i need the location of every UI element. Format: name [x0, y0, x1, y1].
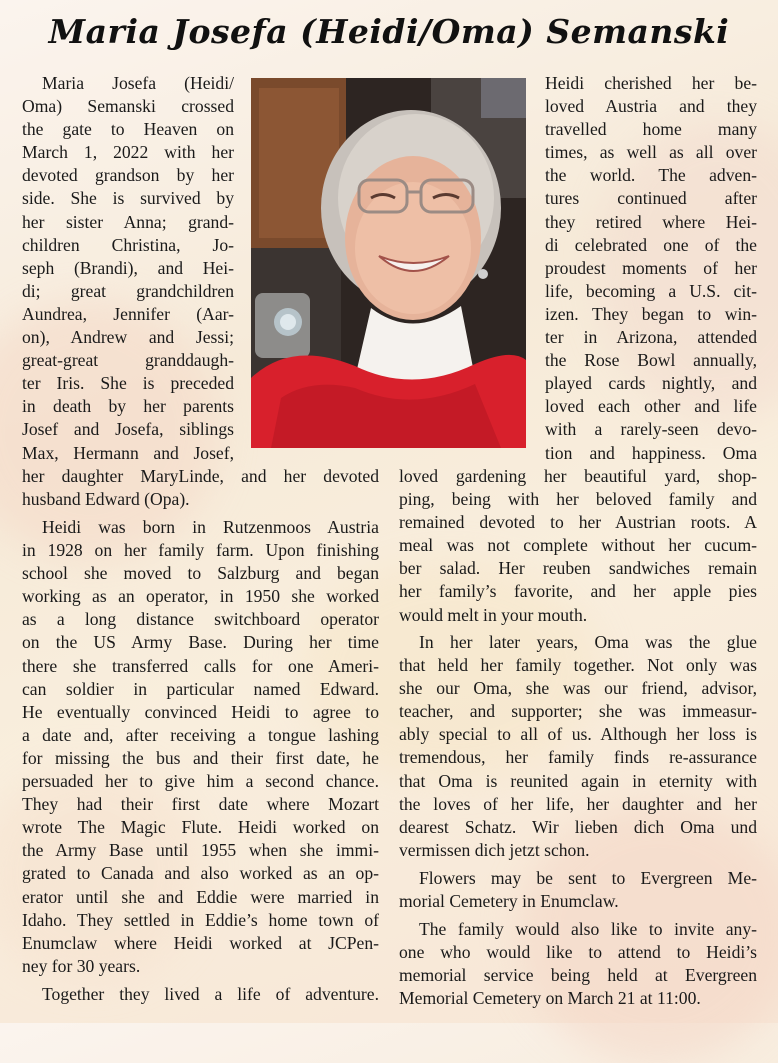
text-line: loved each other and life [545, 396, 757, 417]
right-paragraph-4 [399, 918, 757, 1010]
text-line: dearest Schatz. Wir lieben dich Oma und [399, 816, 757, 837]
text-line: Oma) Semanski crossed [22, 96, 234, 117]
text-line: memorial service being held at Evergreen [399, 965, 757, 986]
left-paragraph-3 [22, 983, 379, 1006]
left-column-bottom-text [22, 465, 379, 511]
text-line: travelled home many [545, 119, 757, 140]
text-line: they retired where Hei- [545, 211, 757, 232]
text-line: grated to Canada and also worked as an op- [22, 863, 379, 884]
text-line: the gate to Heaven on [22, 119, 234, 140]
right-column-top-text [545, 72, 757, 465]
text-line: times, as well as all over [545, 142, 757, 163]
text-line: can soldier in particular named Edward. [22, 678, 379, 699]
text-line: Flowers may be sent to Evergreen Me- [419, 868, 757, 888]
text-line: husband Edward (Opa). [22, 489, 190, 510]
text-line: working as an operator, in 1950 she worked [22, 586, 379, 607]
left-column-top-text [22, 72, 234, 465]
text-line: vermissen dich jetzt schon. [399, 839, 590, 860]
text-line: in death by her parents [22, 396, 234, 417]
text-line: children Christina, Jo- [22, 234, 234, 255]
text-line: persuaded her to give him a second chance. [22, 771, 379, 792]
text-line: the Rose Bowl annually, [545, 350, 757, 371]
text-line: played cards nightly, and [545, 373, 757, 394]
text-line: there she transferred calls for one Ameri- [22, 655, 379, 676]
text-line: di celebrated one of the [545, 234, 757, 255]
text-line: Max, Hermann and Josef, [22, 442, 234, 463]
text-line: seph (Brandi), and Hei- [22, 257, 234, 278]
text-line: ably special to all of us. Although her loss is [399, 724, 757, 745]
text-line: tremendous, her family finds re-assurance [399, 747, 757, 768]
text-line: They had their first date where Mozart [22, 794, 379, 815]
text-line: teacher, and supporter; she was immeasur- [399, 701, 757, 722]
obituary-title: Maria Josefa (Heidi/Oma) Semanski [48, 12, 730, 51]
text-line: wrote The Magic Flute. Heidi worked on [22, 817, 379, 838]
text-line: her sister Anna; grand- [22, 211, 234, 232]
text-line: Heidi cherished her be- [545, 73, 757, 93]
text-line: meal was not complete without her cucum- [399, 535, 757, 556]
text-line: Heidi was born in Rutzenmoos Austria [42, 517, 379, 537]
text-line: her daughter MaryLinde, and her devoted [22, 466, 379, 486]
text-line: Enumclaw where Heidi worked at JCPen- [22, 932, 379, 953]
text-line: tion and happiness. Oma [545, 442, 757, 463]
text-line: ber salad. Her reuben sandwiches remain [399, 558, 757, 579]
text-line: Together they lived a life of adventure. [42, 984, 379, 1004]
text-line: Maria Josefa (Heidi/ [42, 73, 234, 93]
text-line: proudest moments of her [545, 257, 757, 278]
right-column-bottom-text [399, 465, 757, 627]
text-line: that held her family together. Not only was [399, 655, 757, 676]
text-line: ney for 30 years. [22, 955, 141, 976]
text-line: tures continued after [545, 188, 757, 209]
text-line: the world. The adven- [545, 165, 757, 186]
text-line: life, becoming a U.S. cit- [545, 280, 757, 301]
text-line: morial Cemetery in Enumclaw. [399, 891, 619, 912]
text-line: He eventually convinced Heidi to agree to [22, 701, 379, 722]
text-line: erator until she and Eddie were married in [22, 886, 379, 907]
text-line: Memorial Cemetery on March 21 at 11:00. [399, 988, 701, 1009]
text-line: one who would like to attend to Heidi’s [399, 942, 757, 963]
text-line: remained devoted to her Austrian roots. A [399, 512, 757, 533]
text-line: The family would also like to invite any- [419, 919, 757, 939]
text-line: ter Iris. She is preceded [22, 373, 234, 394]
text-line: as a long distance switchboard operator [22, 609, 379, 630]
text-line: for missing the bus and their first date, he [22, 747, 379, 768]
text-line: with a rarely-seen devo- [545, 419, 757, 440]
text-line: she our Oma, she was our friend, advisor, [399, 678, 757, 699]
text-line: loved Austria and they [545, 96, 757, 117]
text-line: would melt in your mouth. [399, 604, 588, 625]
text-line: di; great grandchildren [22, 280, 234, 301]
right-paragraph-2 [399, 631, 757, 862]
text-line: that Oma is reunited again in eternity with [399, 770, 757, 791]
text-line: on), Andrew and Jessi; [22, 327, 234, 348]
text-line: a date and, after receiving a tongue lashing [22, 724, 379, 745]
text-line: the loves of her life, her daughter and her [399, 793, 757, 814]
text-line: great-great granddaugh- [22, 350, 234, 371]
text-line: March 1, 2022 with her [22, 142, 234, 163]
text-line: on the US Army Base. During her time [22, 632, 379, 653]
text-line: izen. They began to win- [545, 303, 757, 324]
text-line: her family’s favorite, and her apple pies [399, 581, 757, 602]
portrait-photo [251, 78, 526, 448]
text-line: Josef and Josefa, siblings [22, 419, 234, 440]
text-line: ter in Arizona, attended [545, 327, 757, 348]
text-line: the Army Base until 1955 when she immi- [22, 840, 379, 861]
text-line: Idaho. They settled in Eddie’s home town of [22, 909, 379, 930]
text-line: in 1928 on her family farm. Upon finishing [22, 540, 379, 561]
text-line: loved gardening her beautiful yard, shop- [399, 466, 757, 486]
text-line: school she moved to Salzburg and began [22, 563, 379, 584]
right-paragraph-3 [399, 867, 757, 913]
text-line: side. She is survived by [22, 188, 234, 209]
text-line: devoted grandson by her [22, 165, 234, 186]
text-line: ping, being with her beloved family and [399, 489, 757, 510]
text-line: Aundrea, Jennifer (Aar- [22, 303, 234, 324]
text-line: In her later years, Oma was the glue [419, 632, 757, 652]
left-paragraph-2 [22, 516, 379, 978]
